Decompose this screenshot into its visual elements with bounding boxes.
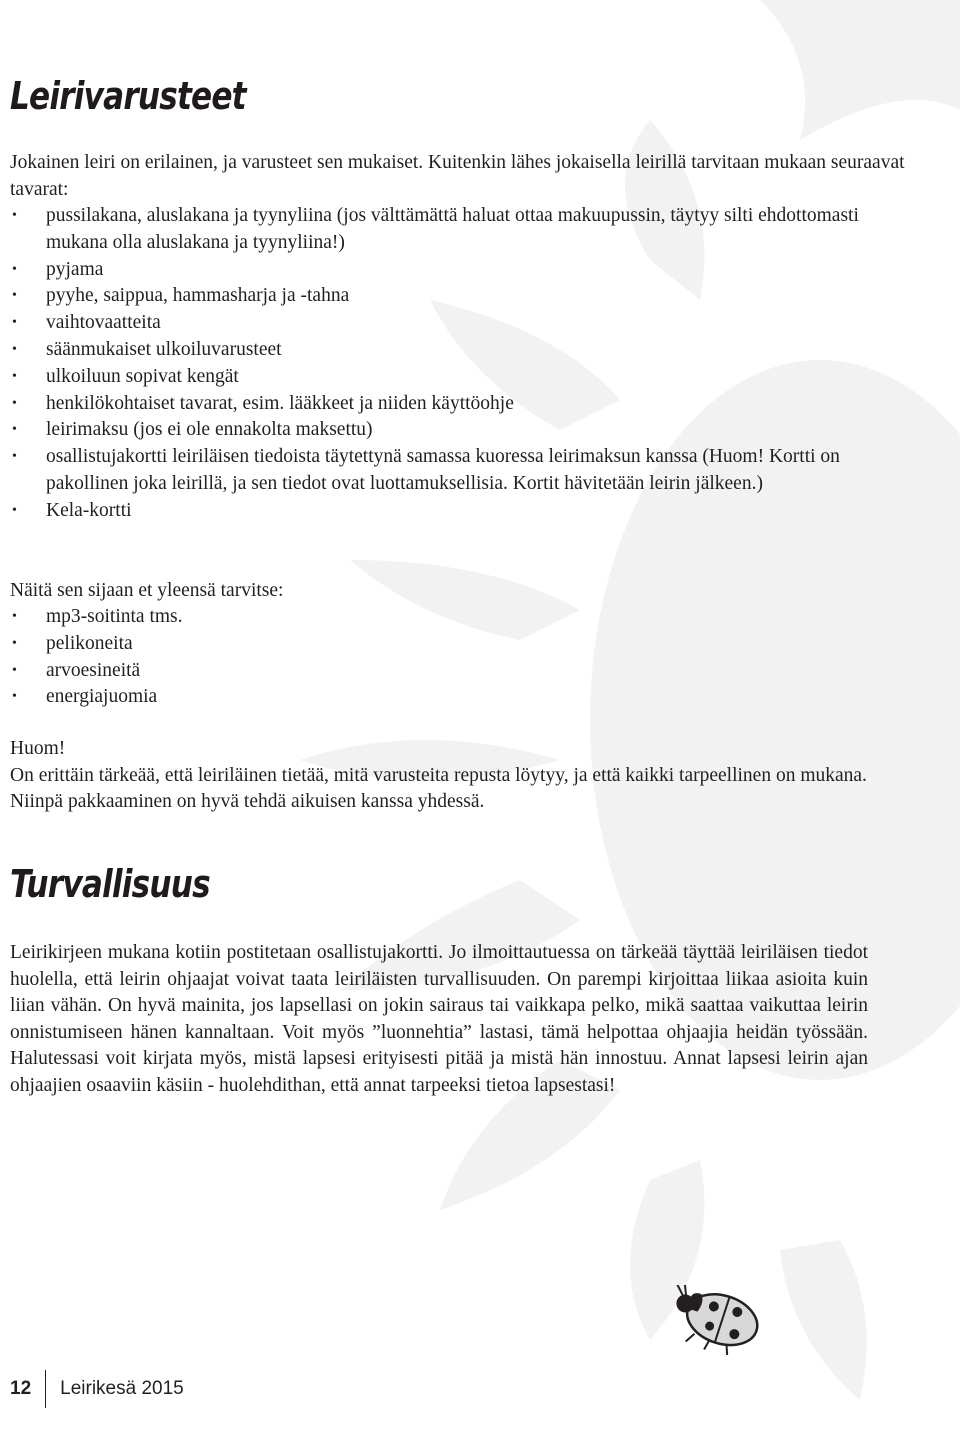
list-item: • arvoesineitä <box>10 658 890 685</box>
intro-paragraph: Jokainen leiri on erilainen, ja varusteet sen mukaiset. Kuitenkin lähes jokaisella leirillä tarvitaan mukaan seuraavat tavarat: <box>10 152 905 200</box>
section-heading-camp-gear: Leirivarusteet <box>10 74 246 118</box>
note-text: On erittäin tärkeää, että leiriläinen tietää, mitä varusteita repusta löytyy, ja että kaikki tarpeellinen on mukana. Niinpä pakkaaminen on hyvä tehdä aikuisen kanssa yhdessä. <box>10 764 867 812</box>
list-item: • pyjama <box>10 257 890 284</box>
note-block <box>10 736 905 816</box>
list-item: • pelikoneita <box>10 631 890 658</box>
ladybug-icon <box>660 1285 770 1355</box>
list-item: • pyyhe, saippua, hammasharja ja -tahna <box>10 283 890 310</box>
list-item: • mp3-soitinta tms. <box>10 604 890 631</box>
section-heading-safety: Turvallisuus <box>10 862 210 906</box>
list-item: • energiajuomia <box>10 684 890 711</box>
list-item: • vaihtovaatteita <box>10 310 890 337</box>
list-item: • osallistujakortti leiriläisen tiedoista täytettynä samassa kuoressa leirimaksun kanssa (Huom! Kortti on pakollinen joka leirillä, ja sen tiedot ovat luottamuksellisia. Kortit hävitetään leirin jälkeen.) <box>10 444 890 498</box>
not-needed-items-list <box>10 604 890 711</box>
page-number: 12 <box>10 1378 32 1399</box>
list-item: • pussilakana, aluslakana ja tyynyliina (jos välttämättä haluat ottaa makuupussin, täytyy silti ehdottomasti mukana olla aluslakana ja tyynyliina!) <box>10 203 890 257</box>
needed-items-list <box>10 203 890 525</box>
safety-paragraph: Leirikirjeen mukana kotiin postitetaan osallistujakortti. Jo ilmoittautuessa on tärkeää täyttää leiriläisen tiedot huolella, että leirin ohjaajat voivat taata leiriläisten turvallisuuden. On parempi kirjoittaa liikaa asioita kuin liian vähän. On hyvä mainita, jos lapsellasi on jokin sairaus tai vaikkapa pelko, mikä saattaa vaikuttaa leirin onnistumiseen hänen kannaltaan. Voit myös ”luonnehtia” lastasi, tämä helpottaa ohjaajia heidän työssään. Halutessasi voit kirjata myös, mistä lapsesi erityisesti pitää ja mistä hän innostuu. Annat lapsesi leirin ajan ohjaajien osaaviin käsiin - huolehdithan, että annat tarpeeksi tietoa lapsestasi! <box>10 942 868 1096</box>
note-label: Huom! <box>10 738 66 759</box>
page-footer <box>0 1370 184 1408</box>
list-item: • Kela-kortti <box>10 498 890 525</box>
list-item: • leirimaksu (jos ei ole ennakolta maksettu) <box>10 417 890 444</box>
list-item: • säänmukaiset ulkoiluvarusteet <box>10 337 890 364</box>
publication-title: Leirikesä 2015 <box>60 1378 184 1399</box>
list-item: • ulkoiluun sopivat kengät <box>10 364 890 391</box>
not-needed-intro: Näitä sen sijaan et yleensä tarvitse: <box>10 580 284 601</box>
list-item: • henkilökohtaiset tavarat, esim. lääkkeet ja niiden käyttöohje <box>10 391 890 418</box>
